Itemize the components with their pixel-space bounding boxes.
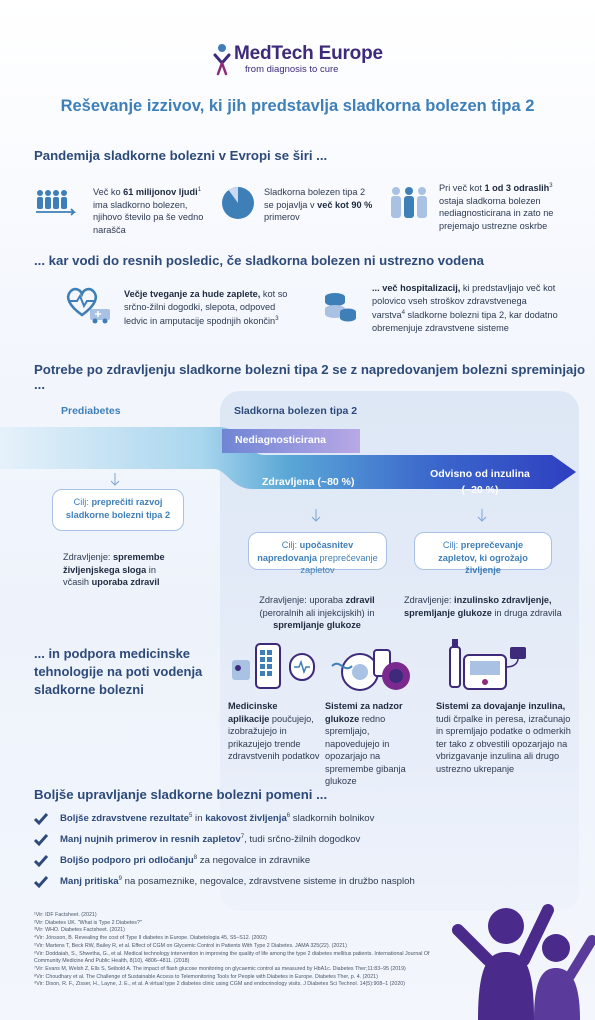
footnote: ⁴Vir: Jönsson, B. Revealing the cost of Type II diabetes in Europe. Diabetologia 45, S5–S12. (2002) xyxy=(34,935,267,942)
section1-heading: Pandemija sladkorne bolezni v Evropi se širi ... xyxy=(34,148,328,163)
check-icon xyxy=(34,812,48,826)
footnote: ²Vir: Diabetes UK. "What is Type 2 Diabetes?" xyxy=(34,919,142,926)
people-queue-icon xyxy=(34,188,78,216)
section3-heading: Potrebe po zdravljenju sladkorne bolezni tipa 2 se z napredovanjem bolezni spreminjajo ... xyxy=(34,362,586,392)
treatment-prediabetes: Zdravljenje: spremembe življenjskega sloga in včasih uporaba zdravil xyxy=(63,552,165,587)
logo-mark xyxy=(213,43,233,77)
footnote: ⁵Vir: Martens T, Beck RW, Bailey R, et al. Effect of CGM on Glycemic Control in Patients With Type 2 Diabetes. JAMA 325(22). (2021) xyxy=(34,942,347,949)
hospitalizations-text: ... več hospitalizacij, ki predstavljajo več kot polovico vseh stroškov zdravstvenega varstva$^4$ sladkorne bolezni tipa 2, kar dodatno obremenjuje zdravstvene sisteme xyxy=(372,283,558,333)
tech-glucose-text: Sistemi za nadzor glukoze redno spremljajo, napovedujejo in opozarjajo na spremembe gibanja glukoze xyxy=(325,701,406,786)
pie-90-icon xyxy=(221,186,255,220)
heart-ambulance-icon xyxy=(64,285,114,325)
undiagnosed-label: Nediagnosticirana xyxy=(235,434,327,446)
treatment-treated: Zdravljenje: uporaba zdravil (peroralnih ali injekcijskih) in spremljanje glukoze xyxy=(259,595,375,630)
benefit-item: Boljše zdravstvene rezultate$^5$ in kakovost življenja$^6$ sladkornih bolnikov xyxy=(34,808,564,829)
check-icon xyxy=(34,854,48,868)
arrow-down-icon xyxy=(477,509,487,523)
benefit-item: Manj pritiska$^9$ na posameznike, negovalce, zdravstvene sisteme in družbo nasploh xyxy=(34,871,564,892)
footnote: ⁹Vir: Dixon, R. F., Zisser, H., Layne, J. E., et al. A virtual type 2 diabetes clinic using CGM and endocrinology visits. J Diabetes Sci Technol. 14(5):908–1 (2020) xyxy=(34,981,405,988)
footnote: ¹Vir: IDF Factsheet. (2021) xyxy=(34,912,97,918)
coins-stack-icon xyxy=(323,291,357,323)
treated-label: Zdravljena (~80 %) xyxy=(262,476,355,488)
goal-treated: Cilj: upočasnitev napredovanja preprečevanje zapletov xyxy=(248,532,387,570)
check-icon xyxy=(34,833,48,847)
medical-app-icon xyxy=(228,642,320,694)
tech-apps-text: Medicinske aplikacije poučujejo, izobražujejo in prikazujejo trende zdravstvenih podatkov xyxy=(228,701,320,761)
treatment-insulin: Zdravljenje: inzulinsko zdravljenje, spremljanje glukoze in druga zdravila xyxy=(404,595,562,618)
section2-heading: ... kar vodi do resnih posledic, če sladkorna bolezen ni ustrezno vodena xyxy=(34,253,484,268)
benefits-list xyxy=(34,808,564,892)
logo-tagline: from diagnosis to cure xyxy=(245,64,339,75)
tech-insulin-text: Sistemi za dovajanje inzulina, tudi črpalke in peresa, izračunajo in spremljajo podatke o odmerkih ter tako z obvestili opozarjajo na vbrizgavanje inzulina ali drugo ustrezno ukrepanje xyxy=(436,701,571,774)
prediabetes-label: Prediabetes xyxy=(61,405,121,417)
section5-heading: Boljše upravljanje sladkorne bolezni pomeni ... xyxy=(34,787,328,802)
footnote: ⁶Vir: Doddaiah, S., Shwetha, G., et al. Medical technology intervention in improving the quality of life among the type 2 diabetes mellitus patients. International Journal Of Community Medicine And Public Health, 8(10), 4806–4811. (2018) xyxy=(34,950,430,965)
stat-1-of-3: Pri več kot 1 od 3 odraslih$^3$ ostaja sladkorna bolezen nediagnosticirana in zato ne prejemajo ustrezne oskrbe xyxy=(439,183,554,231)
footnote: ⁷Vir: Evans M, Welsh Z, Ells S, Seibold A. The impact of flash glucose monitoring on glycaemic control as measured by HbA1c. Diabetes Ther;11:83–95 (2019) xyxy=(34,965,406,972)
footnote: ³Vir: WHO. Diabetes Factsheet. (2021) xyxy=(34,927,125,934)
page-title: Reševanje izzivov, ki jih predstavlja sladkorna bolezen tipa 2 xyxy=(60,97,535,115)
insulin-label: Odvisno od inzulina (~20 %) xyxy=(430,468,530,496)
check-icon xyxy=(34,875,48,889)
goal-prediabetes: Cilj: preprečiti razvoj sladkorne bolezni tipa 2 xyxy=(52,489,184,531)
arrow-down-icon xyxy=(311,509,321,523)
footnote: ⁸Vir: Choudhary et al. The Challenge of Sustainable Access to Telemonitoring Tools for People with Diabetes in Europe. Diabetes Ther, p. 4. (2021) xyxy=(34,973,378,980)
t2d-label: Sladkorna bolezen tipa 2 xyxy=(234,405,358,417)
section4-heading: ... in podpora medicinske tehnologije na poti vodenja sladkorne bolezni xyxy=(34,646,203,697)
benefit-item: Manj nujnih primerov in resnih zapletov$^7$, tudi srčno-žilnih dogodkov xyxy=(34,829,564,850)
footnotes xyxy=(34,912,454,989)
benefit-item: Boljšo podporo pri odločanju$^8$ za negovalce in zdravnike xyxy=(34,850,564,871)
goal-insulin: Cilj: preprečevanje zapletov, ki ogrožajo življenje xyxy=(414,532,552,570)
complications-text: Večje tveganje za hude zaplete, kot so srčno-žilni dogodki, slepota, odpoved ledvic in amputacije spodnjih okončin$^3$ xyxy=(124,289,288,327)
celebrating-people-icon xyxy=(448,896,595,1020)
three-adults-icon xyxy=(389,186,429,220)
glucose-monitor-icon xyxy=(330,644,412,694)
stat-90-percent: Sladkorna bolezen tipa 2 se pojavlja v več kot 90 % primerov xyxy=(264,187,373,222)
arrow-down-icon xyxy=(110,473,120,487)
logo-name: MedTech Europe xyxy=(234,43,383,64)
insulin-pump-icon xyxy=(442,637,532,697)
stat-61-million: Več ko 61 milijonov ljudi$^1$ ima sladkorno bolezen, njihovo število pa še vedno narašča xyxy=(93,187,204,235)
